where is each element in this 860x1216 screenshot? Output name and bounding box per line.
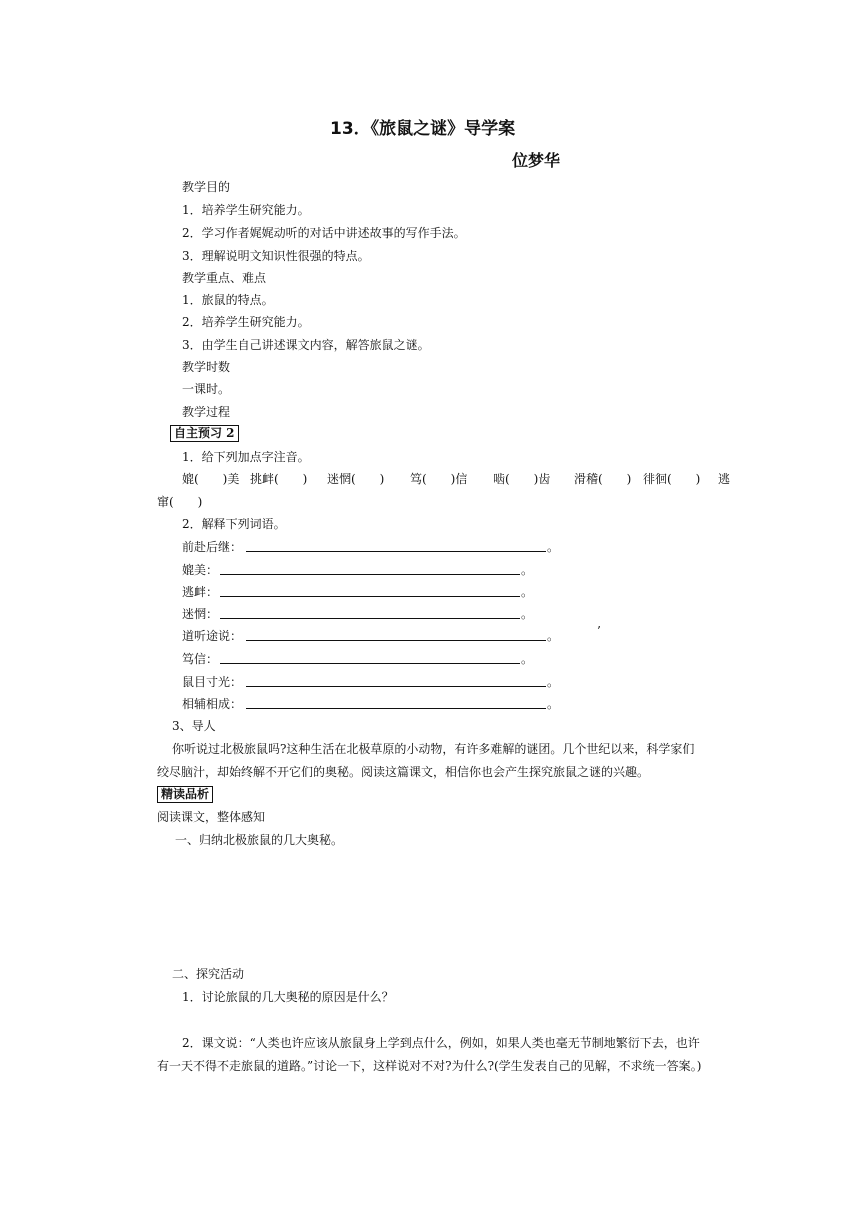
hours-value: 一课时。 — [182, 382, 231, 396]
objective-item: 3．理解说明文知识性很强的特点。 — [182, 249, 370, 263]
answer-blank[interactable] — [220, 574, 520, 575]
analysis-section-label: 精读品析 — [157, 786, 213, 803]
term-period: 。 — [547, 697, 560, 711]
analysis-subheading: 阅读课文，整体感知 — [157, 810, 266, 824]
activity-question: 2．课文说：“人类也许应该从旅鼠身上学到点什么，例如，如果人类也毫无节制地繁衍下去，也许 — [182, 1036, 700, 1050]
hours-heading: 教学时数 — [182, 360, 231, 374]
term-label: 笃信： — [182, 652, 219, 666]
key-point-item: 3．由学生自己讲述课文内容，解答旅鼠之谜。 — [182, 338, 430, 352]
term-period: 。 — [521, 585, 534, 599]
answer-blank[interactable] — [246, 686, 546, 687]
pinyin-item: 徘徊( ) — [643, 472, 701, 486]
term-label: 道听途说： — [182, 629, 243, 643]
term-period: 。 — [547, 540, 560, 554]
objectives-heading: 教学目的 — [182, 180, 231, 194]
key-points-heading: 教学重点、难点 — [182, 271, 267, 285]
answer-blank[interactable] — [220, 663, 520, 664]
pinyin-item: 挑衅( ) — [250, 472, 308, 486]
term-label: 迷惘： — [182, 607, 219, 621]
objective-item: 1．培养学生研究能力。 — [182, 203, 310, 217]
term-label: 相辅相成： — [182, 697, 243, 711]
pinyin-item: 逃 — [718, 472, 731, 486]
pinyin-item: 滑稽( ) — [574, 472, 632, 486]
term-period: 。 — [521, 652, 534, 666]
analysis-question: 一、归纳北极旅鼠的几大奥秘。 — [175, 833, 344, 847]
key-point-item: 1．旅鼠的特点。 — [182, 293, 274, 307]
pinyin-item: 迷惘( ) — [327, 472, 385, 486]
term-period: 。 — [547, 629, 560, 643]
intro-heading: 3、导人 — [172, 719, 216, 733]
intro-paragraph: 绞尽脑汁，却始终解不开它们的奥秘。阅读这篇课文，相信你也会产生探究旅鼠之谜的兴趣。 — [157, 765, 650, 779]
term-label: 逃衅： — [182, 585, 219, 599]
preview-section-label: 自主预习 2 — [170, 425, 239, 442]
process-heading: 教学过程 — [182, 405, 231, 419]
pinyin-item: 啮( )齿 — [493, 472, 551, 486]
pinyin-item: 笃( )信 — [410, 472, 468, 486]
answer-blank[interactable] — [246, 551, 546, 552]
pinyin-item: 媲( )美 — [182, 472, 240, 486]
intro-paragraph: 你听说过北极旅鼠吗?这种生活在北极草原的小动物，有许多难解的谜团。几个世纪以来，科学家们 — [172, 742, 695, 756]
term-period: 。 — [547, 675, 560, 689]
stray-mark: ’ — [597, 624, 601, 638]
term-label: 前赴后继： — [182, 540, 243, 554]
page-title: 13．《旅鼠之谜》导学案 — [330, 119, 516, 139]
term-period: 。 — [521, 563, 534, 577]
key-point-item: 2．培养学生研究能力。 — [182, 315, 310, 329]
answer-blank[interactable] — [220, 596, 520, 597]
objective-item: 2．学习作者娓娓动听的对话中讲述故事的写作手法。 — [182, 226, 466, 240]
terms-question: 2．解释下列词语。 — [182, 517, 286, 531]
activity-question: 1．讨论旅鼠的几大奥秘的原因是什么？ — [182, 990, 394, 1004]
pinyin-item: 窜( ) — [157, 495, 203, 509]
activity-heading: 二、探究活动 — [172, 967, 245, 981]
term-label: 鼠目寸光： — [182, 675, 243, 689]
term-period: 。 — [521, 607, 534, 621]
answer-blank[interactable] — [220, 618, 520, 619]
author-name: 位梦华 — [512, 151, 561, 170]
answer-blank[interactable] — [246, 640, 546, 641]
pinyin-question: 1．给下列加点字注音。 — [182, 450, 310, 464]
activity-question: 有一天不得不走旅鼠的道路。”讨论一下，这样说对不对?为什么?(学生发表自己的见解，不求统一答案。) — [157, 1059, 702, 1073]
term-label: 媲美： — [182, 563, 219, 577]
answer-blank[interactable] — [246, 708, 546, 709]
